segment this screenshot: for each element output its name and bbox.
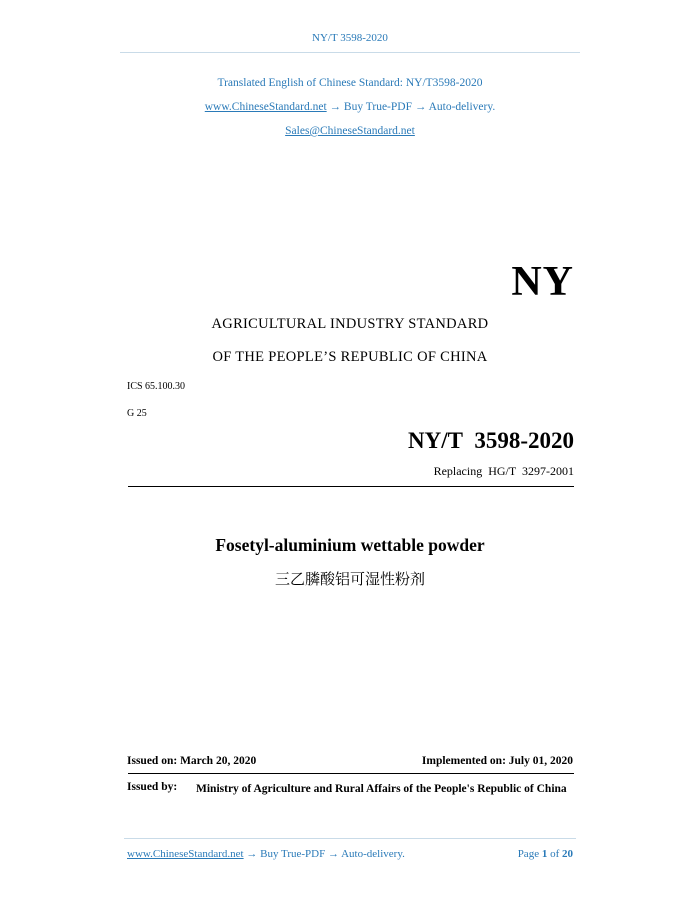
issue-divider [128,773,574,774]
site-promo-line [0,101,700,113]
title-divider [128,486,574,487]
issued-on [127,755,256,767]
footer-divider [124,838,576,839]
standard-number: NY/T 3598-2020 [408,428,574,453]
implemented-on-label: Implemented on: [421,755,506,767]
ics-code: ICS 65.100.30 [127,381,186,392]
category-title-line1: AGRICULTURAL INDUSTRY STANDARD [211,316,489,332]
email-line [0,125,700,137]
site-promo-text: → Buy True-PDF → Auto-delivery. [326,101,496,113]
page-current: 1 [541,848,548,860]
implemented-on [422,755,573,767]
issued-on-date: March 20, 2020 [180,755,257,767]
footer-promo [127,848,405,860]
issued-by-label: Issued by: [127,781,178,793]
replacing-note: Replacing HG/T 3297-2001 [433,464,574,478]
page-of: of [550,848,560,860]
running-header: NY/T 3598-2020 [312,32,388,44]
translated-notice: Translated English of Chinese Standard: NY/T3598-2020 [217,77,483,89]
page-total: 20 [562,848,573,860]
footer-site-link[interactable]: www.ChineseStandard.net [127,848,244,860]
issued-by-value: Ministry of Agriculture and Rural Affairs of the People's Republic of China [196,783,567,795]
issued-on-label: Issued on: [127,755,178,767]
category-title-line2: OF THE PEOPLE’S REPUBLIC OF CHINA [212,349,488,365]
header-divider [120,52,580,53]
title-chinese: 三乙膦酸铝可湿性粉剂 [274,570,425,588]
ny-logo: NY [511,259,574,305]
title-english: Fosetyl-aluminium wettable powder [215,535,485,555]
implemented-on-date: July 01, 2020 [508,755,573,767]
site-link[interactable]: www.ChineseStandard.net [204,101,327,113]
page-indicator [518,848,573,860]
page-label: Page [517,848,540,860]
footer-promo-text: → Buy True-PDF → Auto-delivery. [243,848,405,860]
g-code: G 25 [127,408,147,419]
email-link[interactable]: Sales@ChineseStandard.net [285,125,415,137]
